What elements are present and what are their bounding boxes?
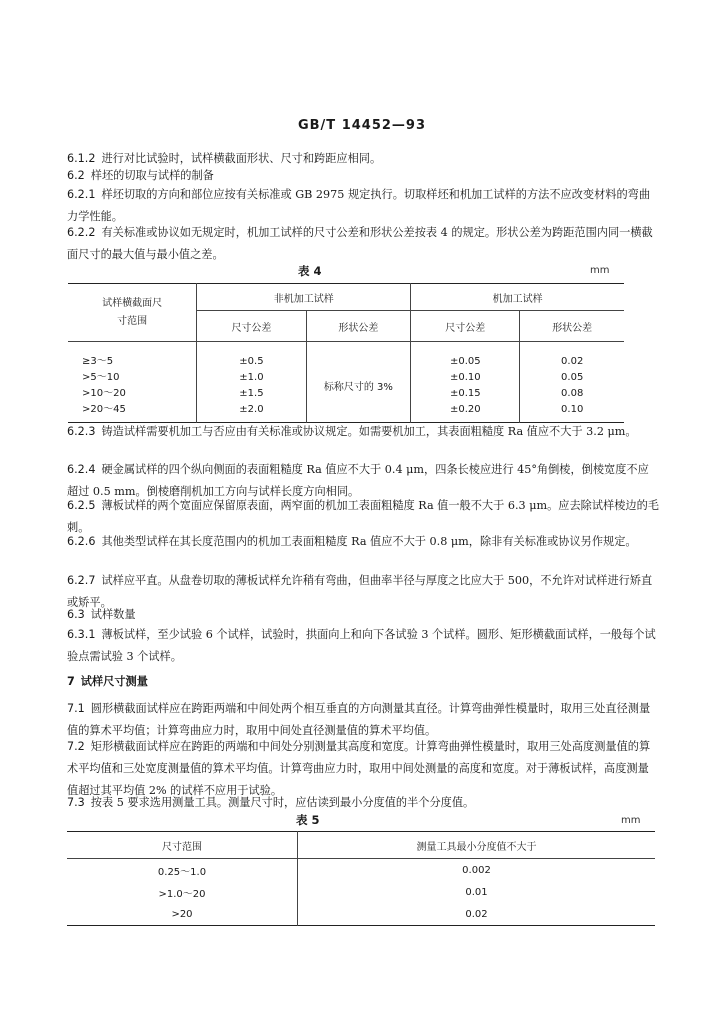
table-row: >5～10 ±1.0 ±0.10 0.05 xyxy=(68,370,624,386)
table-4-sub-size-tol-2: 尺寸公差 xyxy=(411,311,520,342)
table-4-sub-size-tol-1: 尺寸公差 xyxy=(197,311,306,342)
table-row: 0.25～1.0 0.002 xyxy=(67,859,655,882)
clause-6-2: 6.2 样坯的切取与试样的制备 xyxy=(67,169,214,182)
table-5 xyxy=(67,831,655,926)
clause-6-2-5: 6.2.5 薄板试样的两个宽面应保留原表面，两窄面的机加工表面粗糙度 Ra 值一般不大于 6.3 μm。应去除试样棱边的毛刺。 xyxy=(67,499,659,534)
table-row: >20～45 ±2.0 ±0.20 0.10 xyxy=(68,402,624,423)
standard-header: GB/T 14452—93 xyxy=(297,118,427,133)
clause-6-2-3: 6.2.3 铸造试样需要机加工与否应由有关标准或协议规定。如需要机加工，其表面粗糙度 Ra 值应不大于 3.2 μm。 xyxy=(67,425,637,438)
table-5-unit: mm xyxy=(621,815,641,826)
clause-6-3: 6.3 试样数量 xyxy=(67,608,136,621)
clause-6-2-4: 6.2.4 硬金属试样的四个纵向侧面的表面粗糙度 Ra 值应不大于 0.4 μm，四条长棱应进行 45°角倒棱，倒棱宽度不应超过 0.5 mm。倒棱磨削机加工方向与试样长度方向相同。 xyxy=(67,463,649,498)
clause-6-3-1: 6.3.1 薄板试样，至少试验 6 个试样，试验时，拱面向上和向下各试验 3 个试样。圆形、矩形横截面试样，一般每个试验点需试验 3 个试样。 xyxy=(67,628,656,663)
clause-7-1: 7.1 圆形横截面试样应在跨距两端和中间处两个相互垂直的方向测量其直径。计算弯曲弹性模量时，取用三处直径测量值的算术平均值；计算弯曲应力时，取用中间处直径测量值的算术平均值。 xyxy=(67,702,651,737)
table-5-caption: 表 5 xyxy=(296,813,320,827)
clause-6-2-2: 6.2.2 有关标准或协议如无规定时，机加工试样的尺寸公差和形状公差按表 4 的规定。形状公差为跨距范围内同一横截面尺寸的最大值与最小值之差。 xyxy=(67,226,653,261)
clause-7-2: 7.2 矩形横截面试样应在跨距的两端和中间处分别测量其高度和宽度。计算弯曲弹性模量时，取用三处高度测量值的算术平均值和三处宽度测量值的算术平均值。计算弯曲应力时，取用中间处测量的高度和宽度。对于薄板试样，高度测量值超过其平均值 2% 的试样不应用于试验。 xyxy=(67,740,651,797)
clause-7-3: 7.3 按表 5 要求选用测量工具。测量尺寸时，应估读到最小分度值的半个分度值。 xyxy=(67,796,475,809)
table-row: >1.0～20 0.01 xyxy=(67,881,655,903)
table-4-group-machined: 机加工试样 xyxy=(411,284,624,311)
table-4-group-unmachined: 非机加工试样 xyxy=(197,284,411,311)
clause-6-2-7: 6.2.7 试样应平直。从盘卷切取的薄板试样允许稍有弯曲，但曲率半径与厚度之比应大于 500，不允许对试样进行矫直或矫平。 xyxy=(67,574,653,609)
table-4-col-range: 试样横截面尺寸范围 xyxy=(68,284,197,342)
table-row: >20 0.02 xyxy=(67,903,655,926)
table-5-col-min-division: 测量工具最小分度值不大于 xyxy=(298,832,656,859)
table-4-unit: mm xyxy=(590,265,610,276)
clause-6-2-1: 6.2.1 样坯切取的方向和部位应按有关标准或 GB 2975 规定执行。切取样坯和机加工试样的方法不应改变材料的弯曲力学性能。 xyxy=(67,188,651,223)
clause-6-2-6: 6.2.6 其他类型试样在其长度范围内的机加工表面粗糙度 Ra 值应不大于 0.8 μm，除非有关标准或协议另作规定。 xyxy=(67,535,637,548)
table-4-merged-shape-tol: 标称尺寸的 3% xyxy=(306,342,411,423)
table-row: >10～20 ±1.5 ±0.15 0.08 xyxy=(68,386,624,402)
table-5-col-range: 尺寸范围 xyxy=(67,832,298,859)
table-4 xyxy=(68,283,624,423)
table-4-sub-shape-tol-2: 形状公差 xyxy=(520,311,624,342)
table-4-caption: 表 4 xyxy=(298,264,322,278)
clause-6-1-2: 6.1.2 进行对比试验时，试样横截面形状、尺寸和跨距应相同。 xyxy=(67,152,382,165)
section-7-heading: 7 试样尺寸测量 xyxy=(67,675,148,688)
table-4-sub-shape-tol-1: 形状公差 xyxy=(306,311,411,342)
table-row: ≥3～5 ±0.5 标称尺寸的 3% ±0.05 0.02 xyxy=(68,342,624,371)
